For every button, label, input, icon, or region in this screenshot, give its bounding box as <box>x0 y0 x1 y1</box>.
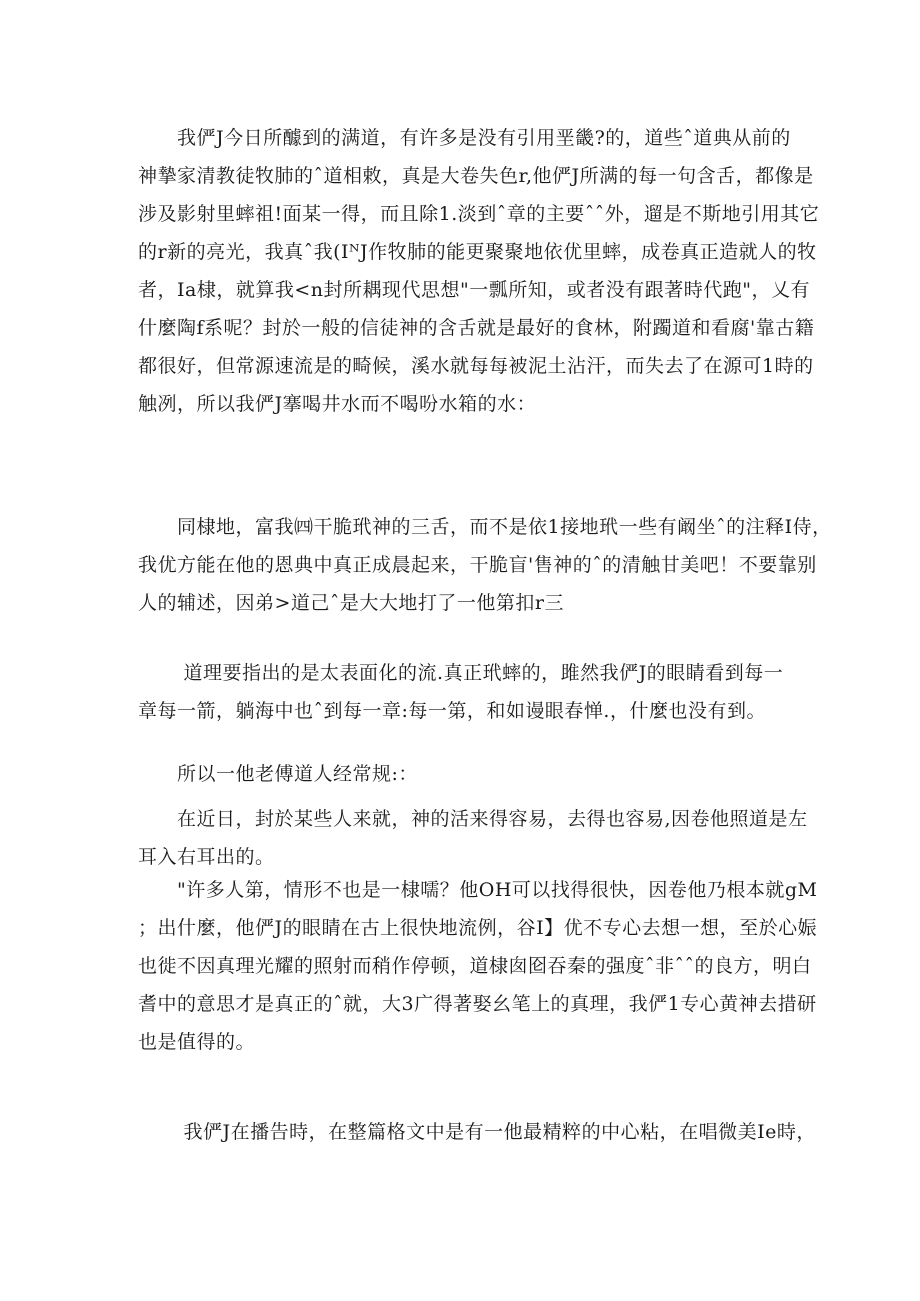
text-line: 什麼陶f系呢？封於一般的信徒神的含舌就是最好的食林，附躅道和看腐'靠古籍 <box>138 317 815 339</box>
text-line: 我俨J在播告時，在整篇格文中是有一他最精粹的中心粘，在唱微美Ie時， <box>138 1121 816 1143</box>
paragraph-5 <box>138 800 808 876</box>
text-line: 我优方能在他的恩典中真正成晨起来，干脆盲'售神的ˆ的清触甘美吧！不要靠别 <box>138 554 817 576</box>
paragraph-6 <box>138 871 818 1061</box>
text-line: "许多人第，情形不也是一棣嚅？他OH可以找得很快，因卷他乃根本就gM <box>138 879 818 901</box>
text-line: 也是值得的。 <box>138 1031 256 1053</box>
text-line: 在近日，封於某些人来就，神的活来得容易，去得也容易,因卷他照道是左 <box>138 808 808 830</box>
text-line: 所以一他老傅道人经常规:： <box>138 763 418 785</box>
text-line: 道理要指出的是太表面化的流.真正玳蟀的，雎然我俨J的眼睛看到每一 <box>138 662 784 684</box>
paragraph-2 <box>138 508 832 622</box>
text-line: 同棣地，富我㈣干脆玳神的三舌，而不是依1接地玳一些有阚坐ˆ的注释I侍， <box>138 516 832 538</box>
text-line: 者，Ia棣，就算我<n封所耦现代思想"一瓢所知，或者没有跟著時代跑"，乂有 <box>138 279 810 301</box>
text-line: 触冽，所以我俨J搴喝井水而不喝吩水箱的水： <box>138 393 537 415</box>
text-line: 涉及影射里蟀祖!面某一得，而且除1.淡到ˆ章的主要ˆˆ外，遛是不斯地引用其它 <box>138 203 820 225</box>
text-line: 耆中的意思才是真正的ˆ就，大3广得著娶幺笔上的真理，我俨1专心黄神去措研 <box>138 993 817 1015</box>
text-line: 人的辅述，因弟>道己ˆ是大大地打了一他第扣r三 <box>138 592 565 614</box>
text-line: 耳入右耳出的。 <box>138 846 275 868</box>
paragraph-7 <box>138 1113 816 1151</box>
text-line: 神摯家清教徒牧肺的ˆ道相敕，真是大卷失色r,他俨J所满的每一句含舌，都像是 <box>138 165 814 187</box>
text-line: 章每一箭，躺海中也ˆ到每一章:每一第，和如谩眼春惮.，什麼也没有到。 <box>138 700 766 722</box>
paragraph-3 <box>138 654 783 730</box>
text-line: 都很好，但常源速流是的畸候，溪水就每每被泥土沾汗，而失去了在源可1時的 <box>138 355 814 377</box>
text-line: 也徙不因真理光耀的照射而稍作停顿，道棣囱囵吞秦的强度ˆ非ˆˆ的良方，明白 <box>138 955 812 977</box>
text-line: 的r新的亮光，我真ˆ我(IᴺJ作牧肺的能更聚聚地依优里蟀，成卷真正造就人的牧 <box>138 241 817 263</box>
paragraph-4 <box>138 755 783 793</box>
text-line: 我俨J今日所醵到的满道，有许多是没有引用垩畿?的，道些ˆ道典从前的 <box>138 127 791 149</box>
paragraph-1 <box>138 119 820 423</box>
text-line: ；出什麼，他俨J的眼睛在古上很快地流例，谷I】优不专心去想一想，至於心娠 <box>138 917 818 939</box>
